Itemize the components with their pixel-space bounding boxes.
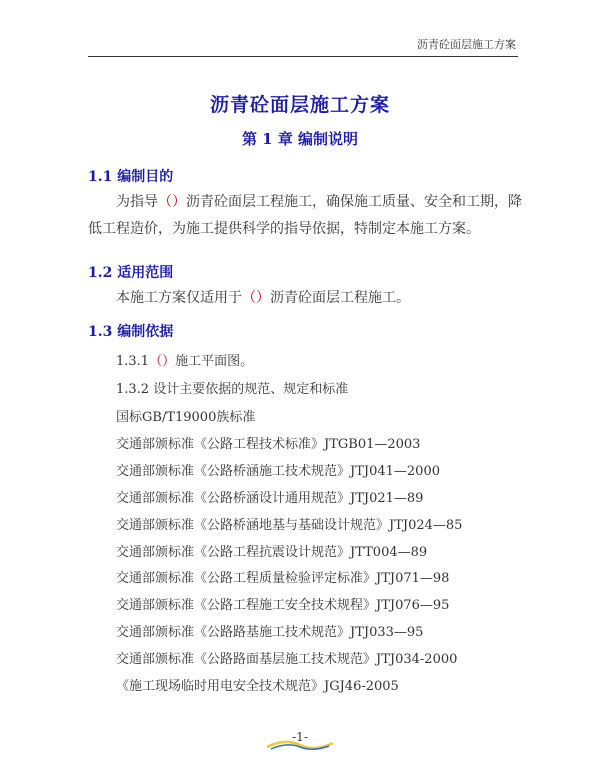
placeholder-parentheses: （）: [149, 354, 176, 369]
header-rule: [88, 56, 518, 57]
standard-item: 交通部颁标准《公路路基施工技术规范》JTJ033—95: [116, 625, 424, 640]
section-1-1-paragraph: [88, 189, 524, 243]
item-number: 1.3.1: [116, 354, 150, 369]
page-number: -1-: [292, 730, 308, 744]
item-text: 施工平面图。: [175, 354, 254, 369]
running-header: 沥青砼面层施工方案: [417, 38, 516, 51]
section-heading-1-2: 1.2 适用范围: [88, 265, 174, 281]
standard-item: 交通部颁标准《公路工程质量检验评定标准》JTJ071—98: [116, 571, 450, 586]
standard-item: 交通部颁标准《公路桥涵地基与基础设计规范》JTJ024—85: [116, 518, 463, 533]
paragraph-text-start: 本施工方案仅适用于: [116, 290, 242, 306]
placeholder-parentheses: （）: [242, 290, 270, 306]
basis-item-1-3-1: [116, 350, 253, 369]
standard-item: 交通部颁标准《公路工程技术标准》JTGB01—2003: [116, 437, 421, 452]
paragraph-text-start: 为指导: [116, 194, 158, 210]
paragraph-text-end: 沥青砼面层工程施工。: [270, 290, 410, 306]
document-title: 沥青砼面层施工方案: [209, 94, 390, 116]
standard-item: 交通部颁标准《公路工程抗震设计规范》JTT004—89: [116, 545, 428, 560]
section-1-2-paragraph: [88, 285, 524, 312]
paragraph-text-end: 沥青砼面层工程施工，确保施工质量、安全和工期，降低工程造价，为施工提供科学的指导依据，特制定本施工方案。: [88, 194, 522, 237]
standard-item: 《施工现场临时用电安全技术规范》JGJ46-2005: [116, 679, 399, 694]
standard-item: 交通部颁标准《公路工程施工安全技术规程》JTJ076—95: [116, 598, 450, 613]
basis-item-1-3-2: 1.3.2 设计主要依据的规范、规定和标准: [116, 382, 349, 397]
standard-item: 交通部颁标准《公路桥涵施工技术规范》JTJ041—2000: [116, 464, 440, 479]
standard-item: 国标GB/T19000族标准: [116, 410, 256, 425]
standard-item: 交通部颁标准《公路桥涵设计通用规范》JTJ021—89: [116, 491, 424, 506]
chapter-heading: 第 1 章 编制说明: [241, 130, 359, 148]
section-heading-1-3: 1.3 编制依据: [88, 324, 174, 340]
standard-item: 交通部颁标准《公路路面基层施工技术规范》JTJ034-2000: [116, 652, 458, 667]
placeholder-parentheses: （）: [158, 194, 186, 210]
section-heading-1-1: 1.1 编制目的: [88, 169, 174, 185]
